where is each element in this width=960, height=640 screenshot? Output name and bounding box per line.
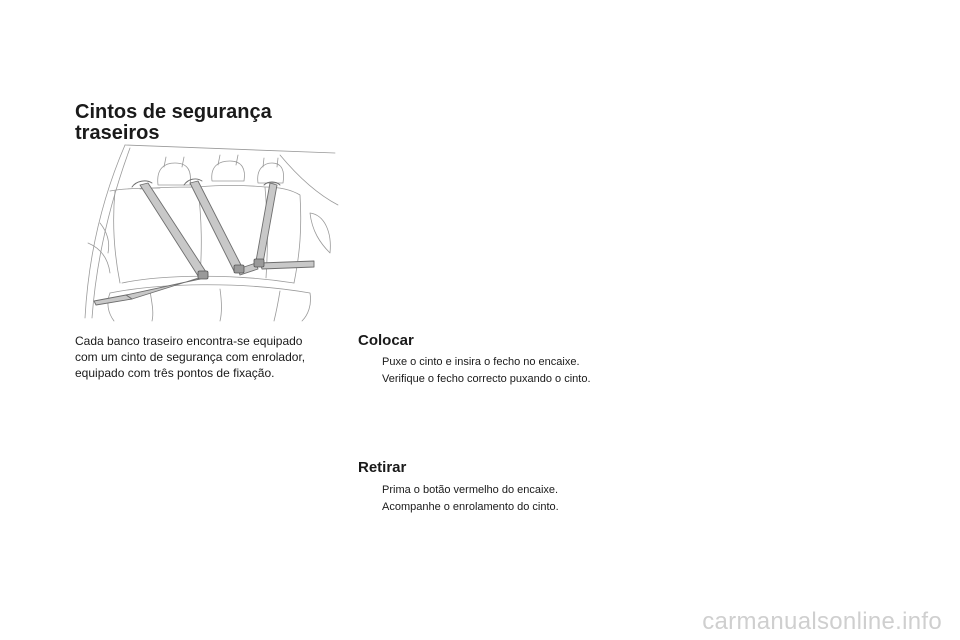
rear-seat-belt-illustration <box>80 143 340 323</box>
intro-line-2: com um cinto de segurança com enrolador, <box>75 350 306 364</box>
step-text: Prima o botão vermelho do encaixe. <box>382 484 559 496</box>
list-item <box>360 482 559 499</box>
list-item <box>360 371 591 388</box>
section-heading-retirar: Retirar <box>358 459 407 476</box>
colocar-steps-list <box>360 354 591 388</box>
page-title-line-1: Cintos de segurança <box>75 101 272 123</box>
retirar-steps-list <box>360 482 559 516</box>
section-heading-colocar: Colocar <box>358 332 414 349</box>
list-item <box>360 499 559 516</box>
intro-paragraph <box>75 333 335 381</box>
page-title <box>75 102 272 144</box>
intro-line-3: equipado com três pontos de fixação. <box>75 366 275 380</box>
list-item <box>360 354 591 371</box>
page-title-line-2: traseiros <box>75 122 160 144</box>
intro-line-1: Cada banco traseiro encontra-se equipado <box>75 334 303 348</box>
step-text: Acompanhe o enrolamento do cinto. <box>382 501 559 513</box>
watermark-text: carmanualsonline.info <box>702 608 942 635</box>
step-text: Verifique o fecho correcto puxando o cinto. <box>382 373 591 385</box>
step-text: Puxe o cinto e insira o fecho no encaixe. <box>382 356 580 368</box>
